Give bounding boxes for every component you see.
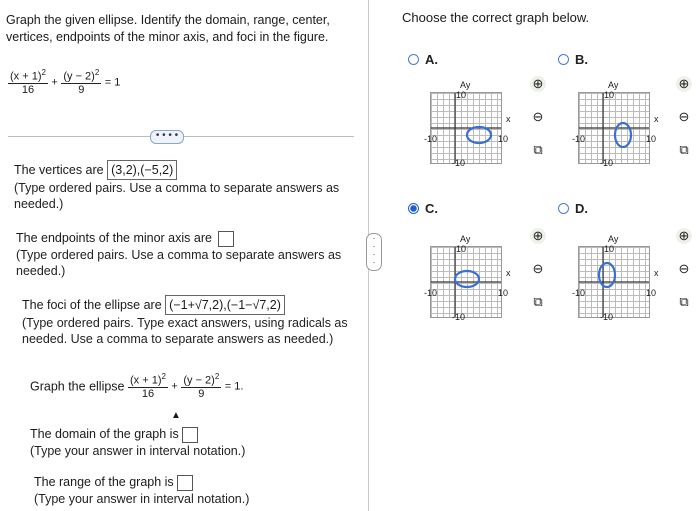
option-radio-3[interactable] [558,203,569,214]
y-axis-label: Ay [608,80,619,90]
minor-axis-input[interactable] [218,231,234,247]
option-radio-0[interactable] [408,54,419,65]
tick-neg-10-y: -10 [452,158,466,168]
tick-pos-10-x: 10 [498,134,509,144]
graph-prompt: Graph the ellipse $\frac{(x + 1)^2}{16}$ + $\frac{(y - 2)^2}{9}$ = 1. [30,372,244,401]
minor-axis-section: The endpoints of the minor axis are (Type ordered pairs. Use a comma to separate answers as needed.) [16,231,342,278]
minor-axis-label: The endpoints of the minor axis are [16,231,212,245]
option-label-2: C. [425,201,438,216]
vertices-section: The vertices are (3,2),(−5,2) (Type ordered pairs. Use a comma to separate answers as needed.) [14,160,359,212]
tick-pos-10-x: 10 [646,288,657,298]
tick-pos-10-y: 10 [456,90,467,100]
x-axis-label: x [506,114,511,124]
popout-icon[interactable]: ⧉ [679,142,689,157]
foci-label: The foci of the ellipse are [22,298,162,312]
tick-pos-10-y: 10 [456,244,467,254]
option-label-0: A. [425,52,438,67]
tick-pos-10-y: 10 [604,244,615,254]
option-graph-2 [430,246,502,318]
y-axis-label: Ay [608,234,619,244]
tick-pos-10-x: 10 [498,288,509,298]
ellipse-curve [615,123,631,147]
zoom-in-icon[interactable]: ⊕ [530,76,546,92]
x-axis-label: x [654,114,659,124]
option-radio-2[interactable] [408,203,419,214]
zoom-out-icon[interactable]: ⊖ [678,109,690,124]
tick-neg-10-x: -10 [572,288,586,298]
zoom-in-icon[interactable]: ⊕ [676,228,692,244]
vertices-label: The vertices are [14,163,104,177]
expand-button[interactable]: • • • • [150,130,184,144]
zoom-out-icon[interactable]: ⊖ [532,261,544,276]
ellipse-curve [467,127,491,143]
tick-neg-10-y: -10 [452,312,466,322]
cursor-icon: ▲ [171,410,181,421]
ellipse-curve [455,271,479,287]
popout-icon[interactable]: ⧉ [533,142,543,157]
tick-neg-10-y: -10 [600,312,614,322]
popout-icon[interactable]: ⧉ [679,294,689,309]
tick-pos-10-x: 10 [646,134,657,144]
equation-term-1: $\frac{(x + 1)^2}{16}$ [10,68,46,97]
popout-icon[interactable]: ⧉ [533,294,543,309]
option-graph-3 [578,246,650,318]
option-label-3: D. [575,201,588,216]
x-axis-label: x [506,268,511,278]
tick-pos-10-y: 10 [604,90,615,100]
tick-neg-10-x: -10 [424,288,438,298]
zoom-in-icon[interactable]: ⊕ [676,76,692,92]
foci-section: The foci of the ellipse are (−1+√7,2),(−1−√7,2) (Type ordered pairs. Type exact answers, using radicals as needed. Use a comma to separate answers as needed.) [22,295,362,347]
x-axis-label: x [654,268,659,278]
tick-neg-10-y: -10 [600,158,614,168]
zoom-in-icon[interactable]: ⊕ [530,228,546,244]
ellipse-curve [599,263,615,287]
equation-term-2: $\frac{(y - 2)^2}{9}$ [63,68,100,97]
domain-input[interactable] [182,427,198,443]
option-graph-0 [430,92,502,164]
tick-neg-10-x: -10 [424,134,438,144]
zoom-out-icon[interactable]: ⊖ [678,261,690,276]
choices-heading: Choose the correct graph below. [402,10,590,25]
y-axis-label: Ay [460,234,471,244]
graph-prompt-label: Graph the ellipse [30,379,125,394]
option-radio-1[interactable] [558,54,569,65]
range-section: The range of the graph is (Type your answer in interval notation.) [34,475,250,506]
option-label-1: B. [575,52,588,67]
range-input[interactable] [177,475,193,491]
y-axis-label: Ay [460,80,471,90]
zoom-out-icon[interactable]: ⊖ [532,109,544,124]
foci-answer[interactable]: (−1+√7,2),(−1−√7,2) [165,295,285,315]
domain-section: The domain of the graph is (Type your answer in interval notation.) [30,427,246,458]
option-graph-1 [578,92,650,164]
question-prompt [6,12,361,46]
given-equation: $\frac{(x + 1)^2}{16}$ + $\frac{(y - 2)^2}{9}$ = 1 [10,68,121,97]
tick-neg-10-x: -10 [572,134,586,144]
prompt-line-2: vertices, endpoints of the minor axis, and foci in the figure. [6,30,329,44]
panel-resize-handle[interactable]: · · · · [366,233,382,271]
prompt-line-1: Graph the given ellipse. Identify the domain, range, center, [6,13,330,27]
vertices-answer[interactable]: (3,2),(−5,2) [107,160,177,180]
